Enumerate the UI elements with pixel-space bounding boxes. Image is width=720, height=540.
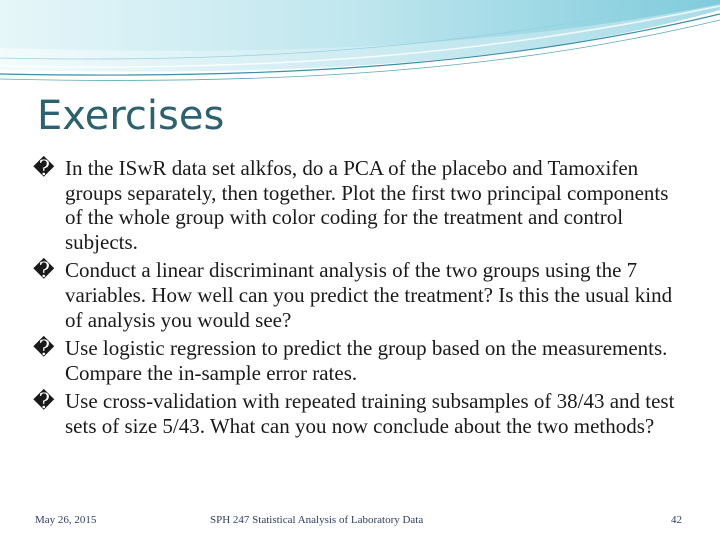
bullet-text: Conduct a linear discriminant analysis of the two groups using the 7 variables. How well can you predict the treatment? Is this the usual kind of analysis you would see? — [65, 258, 673, 332]
list-item — [33, 336, 683, 385]
bullet-marker-icon: � — [33, 258, 55, 283]
list-item — [33, 389, 683, 438]
header-wave-decoration — [0, 0, 720, 90]
list-item — [33, 258, 683, 332]
bullet-list — [33, 156, 683, 443]
list-item — [33, 156, 683, 254]
footer-page-number: 42 — [671, 514, 682, 526]
slide-title: Exercises — [37, 93, 225, 139]
footer-course-title: SPH 247 Statistical Analysis of Laboratory Data — [210, 514, 424, 526]
bullet-marker-icon: � — [33, 336, 55, 361]
bullet-marker-icon: � — [33, 389, 55, 414]
bullet-marker-icon: � — [33, 156, 55, 180]
bullet-text: Use cross-validation with repeated training subsamples of 38/43 and test sets of size 5/43. What can you now conclude about the two methods? — [65, 389, 675, 438]
bullet-text: Use logistic regression to predict the group based on the measurements. Compare the in-sample error rates. — [65, 336, 668, 385]
bullet-text: In the ISwR data set alkfos, do a PCA of the placebo and Tamoxifen groups separately, then together. Plot the first two principal components of the whole group with color coding for the treatment and control subjects. — [65, 156, 669, 254]
footer-date: May 26, 2015 — [35, 514, 97, 526]
